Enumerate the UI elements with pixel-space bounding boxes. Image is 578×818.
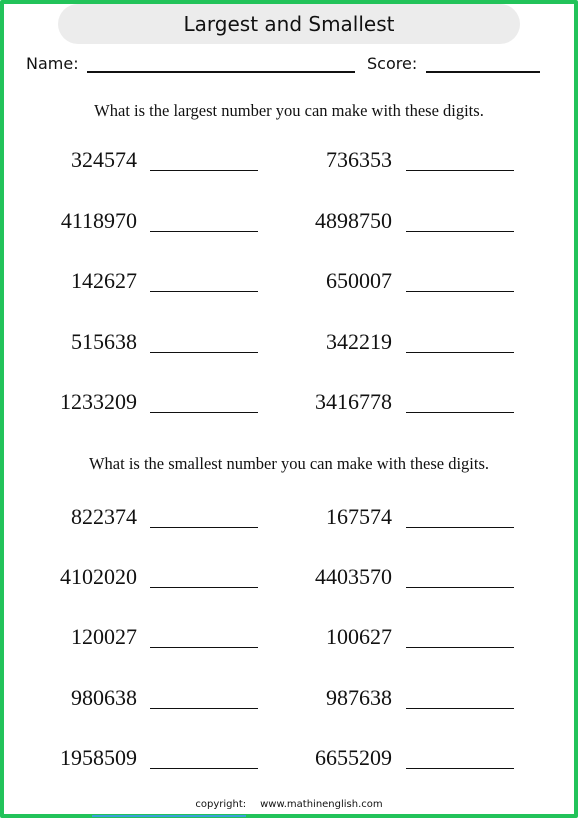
answer-blank[interactable]: [150, 170, 258, 171]
digit-set: 6655209: [315, 745, 392, 770]
score-field[interactable]: [426, 71, 540, 73]
digit-set: 167574: [326, 504, 392, 529]
digit-set: 650007: [326, 268, 392, 293]
answer-blank[interactable]: [406, 170, 514, 171]
digit-set: 342219: [326, 329, 392, 354]
site-link[interactable]: www.mathinenglish.com: [260, 799, 383, 810]
digit-set: 1958509: [60, 745, 137, 770]
answer-blank[interactable]: [150, 647, 258, 648]
footer-underline: [92, 815, 246, 817]
score-label: Score:: [367, 54, 418, 73]
answer-blank[interactable]: [406, 291, 514, 292]
answer-blank[interactable]: [406, 231, 514, 232]
worksheet-title: [58, 4, 520, 44]
digit-set: 324574: [71, 147, 137, 172]
digit-set: 120027: [71, 624, 137, 649]
digit-set: 980638: [71, 685, 137, 710]
largest-instruction: What is the largest number you can make with these digits.: [94, 101, 484, 120]
digit-set: 515638: [71, 329, 137, 354]
digit-set: 4118970: [60, 208, 137, 233]
answer-blank[interactable]: [406, 708, 514, 709]
digit-set: 736353: [326, 147, 392, 172]
answer-blank[interactable]: [406, 768, 514, 769]
answer-blank[interactable]: [150, 231, 258, 232]
digit-set: 100627: [326, 624, 392, 649]
title-text: Largest and Smallest: [183, 12, 395, 36]
name-field[interactable]: [87, 71, 355, 73]
digit-set: 3416778: [315, 389, 392, 414]
name-label: Name:: [26, 54, 79, 73]
answer-blank[interactable]: [150, 587, 258, 588]
answer-blank[interactable]: [406, 587, 514, 588]
copyright-label: copyright:: [195, 799, 247, 810]
answer-blank[interactable]: [406, 647, 514, 648]
student-header: [26, 52, 546, 78]
digit-set: 4403570: [315, 564, 392, 589]
answer-blank[interactable]: [406, 527, 514, 528]
answer-blank[interactable]: [406, 412, 514, 413]
answer-blank[interactable]: [150, 527, 258, 528]
answer-blank[interactable]: [150, 708, 258, 709]
digit-set: 142627: [71, 268, 137, 293]
digit-set: 4102020: [60, 564, 137, 589]
digit-set: 822374: [71, 504, 137, 529]
digit-set: 4898750: [315, 208, 392, 233]
answer-blank[interactable]: [150, 768, 258, 769]
answer-blank[interactable]: [406, 352, 514, 353]
smallest-instruction: What is the smallest number you can make with these digits.: [88, 454, 490, 473]
copyright-footer: [0, 799, 578, 810]
digit-set: 1233209: [60, 389, 137, 414]
answer-blank[interactable]: [150, 291, 258, 292]
digit-set: 987638: [326, 685, 392, 710]
answer-blank[interactable]: [150, 352, 258, 353]
answer-blank[interactable]: [150, 412, 258, 413]
